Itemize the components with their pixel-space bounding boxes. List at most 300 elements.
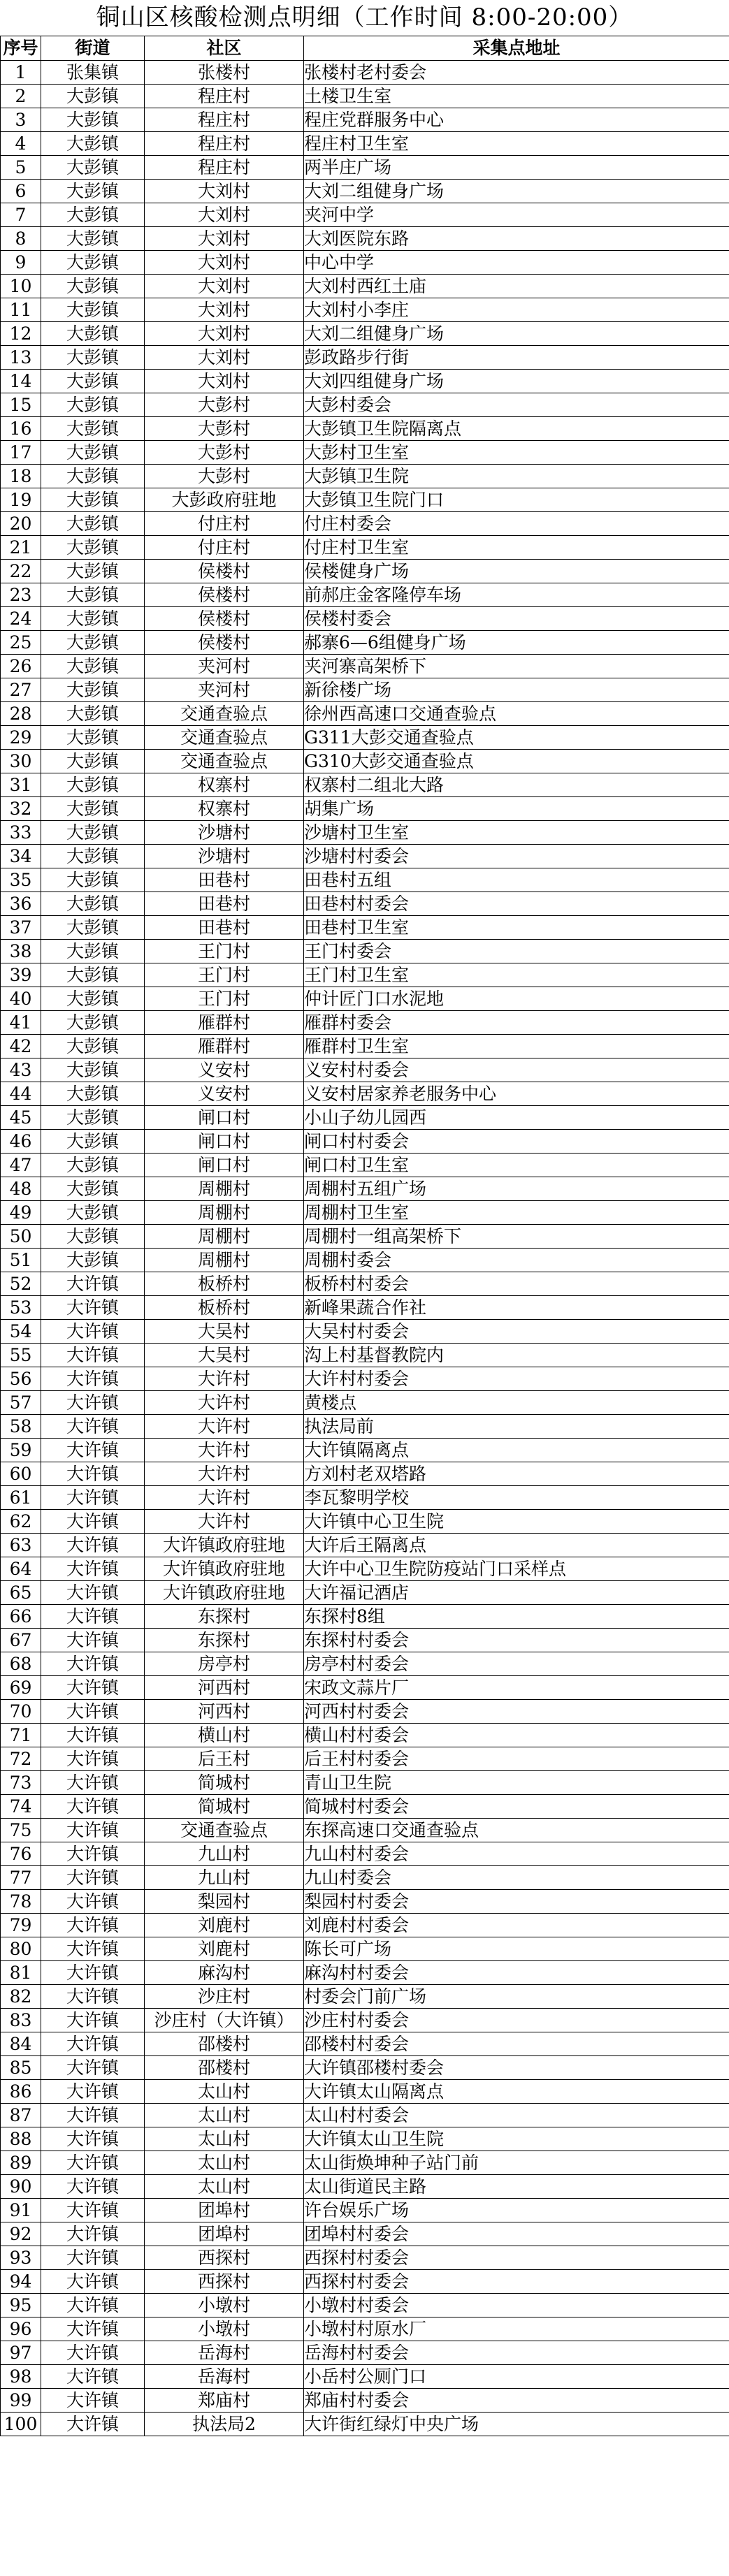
cell-no: 34	[1, 845, 41, 868]
cell-street: 大许镇	[41, 1724, 145, 1747]
cell-street: 大彭镇	[41, 1035, 145, 1058]
cell-community: 大彭村	[145, 441, 304, 465]
cell-street: 大许镇	[41, 1652, 145, 1676]
cell-community: 王门村	[145, 987, 304, 1011]
cell-community: 横山村	[145, 1724, 304, 1747]
cell-community: 大彭村	[145, 393, 304, 417]
table-row	[1, 108, 729, 132]
cell-street: 大许镇	[41, 1937, 145, 1961]
cell-site: 张楼村老村委会	[304, 61, 729, 85]
cell-site: 大彭村委会	[304, 393, 729, 417]
cell-community: 九山村	[145, 1866, 304, 1890]
table-row	[1, 560, 729, 583]
cell-site: 沙塘村村委会	[304, 845, 729, 868]
cell-no: 85	[1, 2056, 41, 2080]
table-row	[1, 2009, 729, 2032]
cell-community: 房亭村	[145, 1652, 304, 1676]
cell-community: 周棚村	[145, 1249, 304, 1272]
cell-site: 大许镇太山隔离点	[304, 2080, 729, 2104]
cell-site: 彭政路步行街	[304, 346, 729, 370]
cell-street: 大彭镇	[41, 393, 145, 417]
cell-community: 王门村	[145, 963, 304, 987]
cell-community: 周棚村	[145, 1177, 304, 1201]
table-row	[1, 2199, 729, 2222]
cell-community: 王门村	[145, 940, 304, 963]
cell-no: 43	[1, 1058, 41, 1082]
table-row	[1, 180, 729, 203]
cell-street: 大许镇	[41, 2341, 145, 2365]
cell-community: 大刘村	[145, 180, 304, 203]
cell-site: 仲计匠门口水泥地	[304, 987, 729, 1011]
cell-no: 78	[1, 1890, 41, 1914]
cell-site: 黄楼点	[304, 1391, 729, 1415]
cell-street: 大许镇	[41, 2199, 145, 2222]
cell-street: 大彭镇	[41, 85, 145, 108]
cell-street: 大彭镇	[41, 987, 145, 1011]
cell-community: 交通查验点	[145, 726, 304, 750]
cell-street: 大彭镇	[41, 322, 145, 346]
table-row	[1, 1771, 729, 1795]
cell-site: 周棚村卫生室	[304, 1201, 729, 1225]
cell-community: 太山村	[145, 2175, 304, 2199]
cell-site: 大彭镇卫生院	[304, 465, 729, 488]
table-row	[1, 441, 729, 465]
cell-site: 刘鹿村村委会	[304, 1914, 729, 1937]
cell-community: 大彭政府驻地	[145, 488, 304, 512]
cell-community: 大许村	[145, 1391, 304, 1415]
cell-no: 46	[1, 1130, 41, 1154]
cell-site: 雁群村委会	[304, 1011, 729, 1035]
table-row	[1, 797, 729, 821]
cell-community: 板桥村	[145, 1272, 304, 1296]
cell-no: 22	[1, 560, 41, 583]
cell-street: 大彭镇	[41, 1225, 145, 1249]
cell-community: 九山村	[145, 1842, 304, 1866]
table-row	[1, 156, 729, 180]
cell-street: 大彭镇	[41, 1130, 145, 1154]
table-row	[1, 1795, 729, 1819]
cell-no: 87	[1, 2104, 41, 2127]
table-row	[1, 465, 729, 488]
cell-street: 大彭镇	[41, 821, 145, 845]
cell-community: 义安村	[145, 1082, 304, 1106]
cell-site: 板桥村村委会	[304, 1272, 729, 1296]
cell-street: 大许镇	[41, 1747, 145, 1771]
page-title: 铜山区核酸检测点明细（工作时间 8:00-20:00）	[96, 3, 633, 31]
cell-community: 邵楼村	[145, 2056, 304, 2080]
cell-site: 东探高速口交通查验点	[304, 1819, 729, 1842]
cell-community: 大许镇政府驻地	[145, 1581, 304, 1605]
cell-community: 大刘村	[145, 275, 304, 298]
cell-community: 权寨村	[145, 773, 304, 797]
cell-street: 大彭镇	[41, 702, 145, 726]
cell-site: 郝寨6—6组健身广场	[304, 631, 729, 655]
cell-site: 李瓦黎明学校	[304, 1486, 729, 1510]
cell-street: 大彭镇	[41, 536, 145, 560]
cell-site: 义安村居家养老服务中心	[304, 1082, 729, 1106]
cell-community: 大吴村	[145, 1320, 304, 1344]
table-row	[1, 298, 729, 322]
table-row	[1, 275, 729, 298]
cell-community: 大许村	[145, 1367, 304, 1391]
cell-community: 大刘村	[145, 203, 304, 227]
table-row	[1, 2056, 729, 2080]
table-row	[1, 2175, 729, 2199]
cell-no: 89	[1, 2151, 41, 2175]
table-body	[1, 61, 729, 2436]
cell-no: 9	[1, 251, 41, 275]
table-row	[1, 1154, 729, 1177]
cell-street: 大彭镇	[41, 370, 145, 393]
cell-community: 义安村	[145, 1058, 304, 1082]
cell-no: 61	[1, 1486, 41, 1510]
cell-no: 5	[1, 156, 41, 180]
cell-site: 程庄村卫生室	[304, 132, 729, 156]
cell-community: 太山村	[145, 2127, 304, 2151]
cell-street: 大许镇	[41, 1629, 145, 1652]
cell-street: 大许镇	[41, 2294, 145, 2317]
table-row	[1, 773, 729, 797]
cell-no: 3	[1, 108, 41, 132]
cell-no: 18	[1, 465, 41, 488]
cell-site: 土楼卫生室	[304, 85, 729, 108]
cell-no: 24	[1, 607, 41, 631]
cell-no: 90	[1, 2175, 41, 2199]
table-row	[1, 1367, 729, 1391]
cell-site: 田巷村卫生室	[304, 916, 729, 940]
cell-community: 沙庄村（大许镇）	[145, 2009, 304, 2032]
table-row	[1, 1320, 729, 1344]
cell-street: 大许镇	[41, 1486, 145, 1510]
table-row	[1, 417, 729, 441]
cell-community: 雁群村	[145, 1011, 304, 1035]
cell-no: 55	[1, 1344, 41, 1367]
cell-street: 大许镇	[41, 1914, 145, 1937]
table-row	[1, 583, 729, 607]
cell-site: 大许中心卫生院防疫站门口采样点	[304, 1557, 729, 1581]
cell-street: 大许镇	[41, 1344, 145, 1367]
cell-site: 徐州西高速口交通查验点	[304, 702, 729, 726]
cell-site: 小山子幼儿园西	[304, 1106, 729, 1130]
cell-community: 侯楼村	[145, 631, 304, 655]
cell-site: 周棚村一组高架桥下	[304, 1225, 729, 1249]
table-row	[1, 1581, 729, 1605]
cell-street: 大许镇	[41, 1605, 145, 1629]
cell-site: 西探村村委会	[304, 2246, 729, 2270]
cell-site: 郑庙村村委会	[304, 2389, 729, 2413]
header-community: 社区	[145, 36, 304, 61]
cell-site: 宋政文蒜片厂	[304, 1676, 729, 1700]
cell-no: 38	[1, 940, 41, 963]
cell-no: 12	[1, 322, 41, 346]
cell-site: 河西村村委会	[304, 1700, 729, 1724]
cell-site: 大吴村村委会	[304, 1320, 729, 1344]
cell-street: 大彭镇	[41, 488, 145, 512]
cell-no: 86	[1, 2080, 41, 2104]
table-row	[1, 1629, 729, 1652]
cell-no: 59	[1, 1439, 41, 1462]
cell-street: 大许镇	[41, 1819, 145, 1842]
table-row	[1, 227, 729, 251]
cell-site: 后王村村委会	[304, 1747, 729, 1771]
header-street: 街道	[41, 36, 145, 61]
table-row	[1, 85, 729, 108]
cell-no: 65	[1, 1581, 41, 1605]
cell-site: 沙庄村村委会	[304, 2009, 729, 2032]
cell-community: 交通查验点	[145, 1819, 304, 1842]
cell-site: 夹河中学	[304, 203, 729, 227]
cell-community: 大刘村	[145, 227, 304, 251]
table-row	[1, 1058, 729, 1082]
cell-community: 大彭村	[145, 465, 304, 488]
cell-street: 大许镇	[41, 1415, 145, 1439]
cell-no: 30	[1, 750, 41, 773]
table-row	[1, 2294, 729, 2317]
cell-community: 大许镇政府驻地	[145, 1557, 304, 1581]
cell-no: 31	[1, 773, 41, 797]
cell-site: 方刘村老双塔路	[304, 1462, 729, 1486]
cell-no: 51	[1, 1249, 41, 1272]
cell-street: 大彭镇	[41, 417, 145, 441]
cell-site: 大刘二组健身广场	[304, 180, 729, 203]
cell-community: 侯楼村	[145, 560, 304, 583]
cell-street: 大许镇	[41, 1367, 145, 1391]
cell-site: 青山卫生院	[304, 1771, 729, 1795]
cell-site: 大刘四组健身广场	[304, 370, 729, 393]
table-row	[1, 1890, 729, 1914]
cell-street: 大许镇	[41, 2365, 145, 2389]
cell-site: 九山村村委会	[304, 1842, 729, 1866]
cell-community: 太山村	[145, 2104, 304, 2127]
cell-no: 19	[1, 488, 41, 512]
cell-community: 权寨村	[145, 797, 304, 821]
table-row	[1, 1201, 729, 1225]
cell-street: 大许镇	[41, 1700, 145, 1724]
table-row	[1, 678, 729, 702]
cell-site: 横山村村委会	[304, 1724, 729, 1747]
table-row	[1, 1700, 729, 1724]
cell-no: 1	[1, 61, 41, 85]
cell-site: 王门村委会	[304, 940, 729, 963]
table-row	[1, 1557, 729, 1581]
table-row	[1, 1747, 729, 1771]
table-row	[1, 1534, 729, 1557]
table-row	[1, 631, 729, 655]
cell-site: 村委会门前广场	[304, 1985, 729, 2009]
cell-no: 92	[1, 2222, 41, 2246]
cell-site: 小墩村村原水厂	[304, 2317, 729, 2341]
table-row	[1, 1439, 729, 1462]
cell-no: 77	[1, 1866, 41, 1890]
cell-no: 60	[1, 1462, 41, 1486]
cell-no: 73	[1, 1771, 41, 1795]
cell-no: 79	[1, 1914, 41, 1937]
cell-no: 27	[1, 678, 41, 702]
cell-no: 39	[1, 963, 41, 987]
table-row	[1, 845, 729, 868]
table-row	[1, 821, 729, 845]
cell-site: 东探村8组	[304, 1605, 729, 1629]
cell-no: 33	[1, 821, 41, 845]
cell-street: 大彭镇	[41, 1201, 145, 1225]
cell-no: 37	[1, 916, 41, 940]
cell-community: 大许村	[145, 1510, 304, 1534]
table-row	[1, 916, 729, 940]
cell-site: 大刘医院东路	[304, 227, 729, 251]
cell-site: 大许后王隔离点	[304, 1534, 729, 1557]
cell-site: 田巷村五组	[304, 868, 729, 892]
table-row	[1, 1842, 729, 1866]
cell-site: 新徐楼广场	[304, 678, 729, 702]
cell-site: 大许福记酒店	[304, 1581, 729, 1605]
cell-community: 后王村	[145, 1747, 304, 1771]
cell-community: 闸口村	[145, 1154, 304, 1177]
cell-site: 夹河寨高架桥下	[304, 655, 729, 678]
cell-site: 梨园村村委会	[304, 1890, 729, 1914]
table-row	[1, 1486, 729, 1510]
cell-street: 大彭镇	[41, 1058, 145, 1082]
cell-site: 程庄党群服务中心	[304, 108, 729, 132]
cell-no: 96	[1, 2317, 41, 2341]
cell-community: 付庄村	[145, 512, 304, 536]
cell-street: 大彭镇	[41, 275, 145, 298]
cell-street: 大彭镇	[41, 963, 145, 987]
cell-street: 大彭镇	[41, 892, 145, 916]
table-row	[1, 2246, 729, 2270]
cell-community: 大刘村	[145, 370, 304, 393]
cell-community: 大刘村	[145, 298, 304, 322]
cell-street: 大许镇	[41, 1795, 145, 1819]
header-site: 采集点地址	[304, 36, 729, 61]
cell-street: 大许镇	[41, 2317, 145, 2341]
cell-street: 大许镇	[41, 2222, 145, 2246]
cell-site: 大许镇中心卫生院	[304, 1510, 729, 1534]
cell-no: 36	[1, 892, 41, 916]
cell-no: 41	[1, 1011, 41, 1035]
cell-community: 团埠村	[145, 2222, 304, 2246]
cell-street: 大许镇	[41, 1296, 145, 1320]
cell-site: 中心中学	[304, 251, 729, 275]
table-row	[1, 750, 729, 773]
cell-street: 大彭镇	[41, 773, 145, 797]
cell-site: 权寨村二组北大路	[304, 773, 729, 797]
cell-street: 大许镇	[41, 1391, 145, 1415]
table-row	[1, 2317, 729, 2341]
cell-site: 新峰果蔬合作社	[304, 1296, 729, 1320]
table-row	[1, 963, 729, 987]
cell-no: 62	[1, 1510, 41, 1534]
cell-no: 67	[1, 1629, 41, 1652]
cell-no: 28	[1, 702, 41, 726]
cell-street: 大许镇	[41, 2056, 145, 2080]
cell-street: 大许镇	[41, 1581, 145, 1605]
cell-street: 大许镇	[41, 2246, 145, 2270]
cell-no: 56	[1, 1367, 41, 1391]
cell-community: 交通查验点	[145, 702, 304, 726]
cell-community: 沙塘村	[145, 821, 304, 845]
table-row	[1, 1344, 729, 1367]
cell-no: 81	[1, 1961, 41, 1985]
cell-no: 13	[1, 346, 41, 370]
cell-no: 94	[1, 2270, 41, 2294]
cell-site: 大许村村委会	[304, 1367, 729, 1391]
cell-no: 45	[1, 1106, 41, 1130]
cell-street: 大彭镇	[41, 512, 145, 536]
cell-no: 99	[1, 2389, 41, 2413]
cell-community: 闸口村	[145, 1106, 304, 1130]
cell-site: 闸口村卫生室	[304, 1154, 729, 1177]
table-row	[1, 251, 729, 275]
cell-site: 周棚村五组广场	[304, 1177, 729, 1201]
cell-community: 板桥村	[145, 1296, 304, 1320]
cell-no: 35	[1, 868, 41, 892]
cell-street: 大彭镇	[41, 655, 145, 678]
cell-community: 田巷村	[145, 916, 304, 940]
cell-site: 田巷村村委会	[304, 892, 729, 916]
cell-no: 48	[1, 1177, 41, 1201]
cell-site: 太山村村委会	[304, 2104, 729, 2127]
cell-site: 沙塘村卫生室	[304, 821, 729, 845]
cell-community: 付庄村	[145, 536, 304, 560]
table-row	[1, 1724, 729, 1747]
cell-site: 大彭村卫生室	[304, 441, 729, 465]
cell-site: 岳海村村委会	[304, 2341, 729, 2365]
cell-street: 大彭镇	[41, 298, 145, 322]
cell-no: 10	[1, 275, 41, 298]
cell-no: 82	[1, 1985, 41, 2009]
cell-site: 义安村村委会	[304, 1058, 729, 1082]
cell-community: 程庄村	[145, 156, 304, 180]
cell-street: 大彭镇	[41, 797, 145, 821]
cell-community: 西探村	[145, 2270, 304, 2294]
cell-site: 邵楼村村委会	[304, 2032, 729, 2056]
table-row	[1, 868, 729, 892]
cell-community: 太山村	[145, 2151, 304, 2175]
cell-street: 大许镇	[41, 1534, 145, 1557]
table-row	[1, 1652, 729, 1676]
table-row	[1, 2127, 729, 2151]
cell-street: 大许镇	[41, 2389, 145, 2413]
cell-street: 大彭镇	[41, 916, 145, 940]
cell-community: 闸口村	[145, 1130, 304, 1154]
table-row	[1, 488, 729, 512]
cell-street: 大彭镇	[41, 560, 145, 583]
cell-community: 大许村	[145, 1462, 304, 1486]
cell-no: 44	[1, 1082, 41, 1106]
cell-no: 83	[1, 2009, 41, 2032]
table-row	[1, 1462, 729, 1486]
cell-site: 胡集广场	[304, 797, 729, 821]
table-row	[1, 1106, 729, 1130]
cell-community: 大刘村	[145, 346, 304, 370]
cell-street: 大彭镇	[41, 1177, 145, 1201]
cell-no: 53	[1, 1296, 41, 1320]
cell-no: 91	[1, 2199, 41, 2222]
cell-community: 太山村	[145, 2080, 304, 2104]
cell-community: 侯楼村	[145, 607, 304, 631]
cell-community: 夹河村	[145, 655, 304, 678]
cell-community: 西探村	[145, 2246, 304, 2270]
cell-street: 大彭镇	[41, 868, 145, 892]
cell-community: 刘鹿村	[145, 1937, 304, 1961]
cell-site: 王门村卫生室	[304, 963, 729, 987]
table-row	[1, 1961, 729, 1985]
cell-site: 东探村村委会	[304, 1629, 729, 1652]
table-row	[1, 1985, 729, 2009]
cell-no: 32	[1, 797, 41, 821]
cell-street: 大彭镇	[41, 108, 145, 132]
cell-street: 大许镇	[41, 1842, 145, 1866]
